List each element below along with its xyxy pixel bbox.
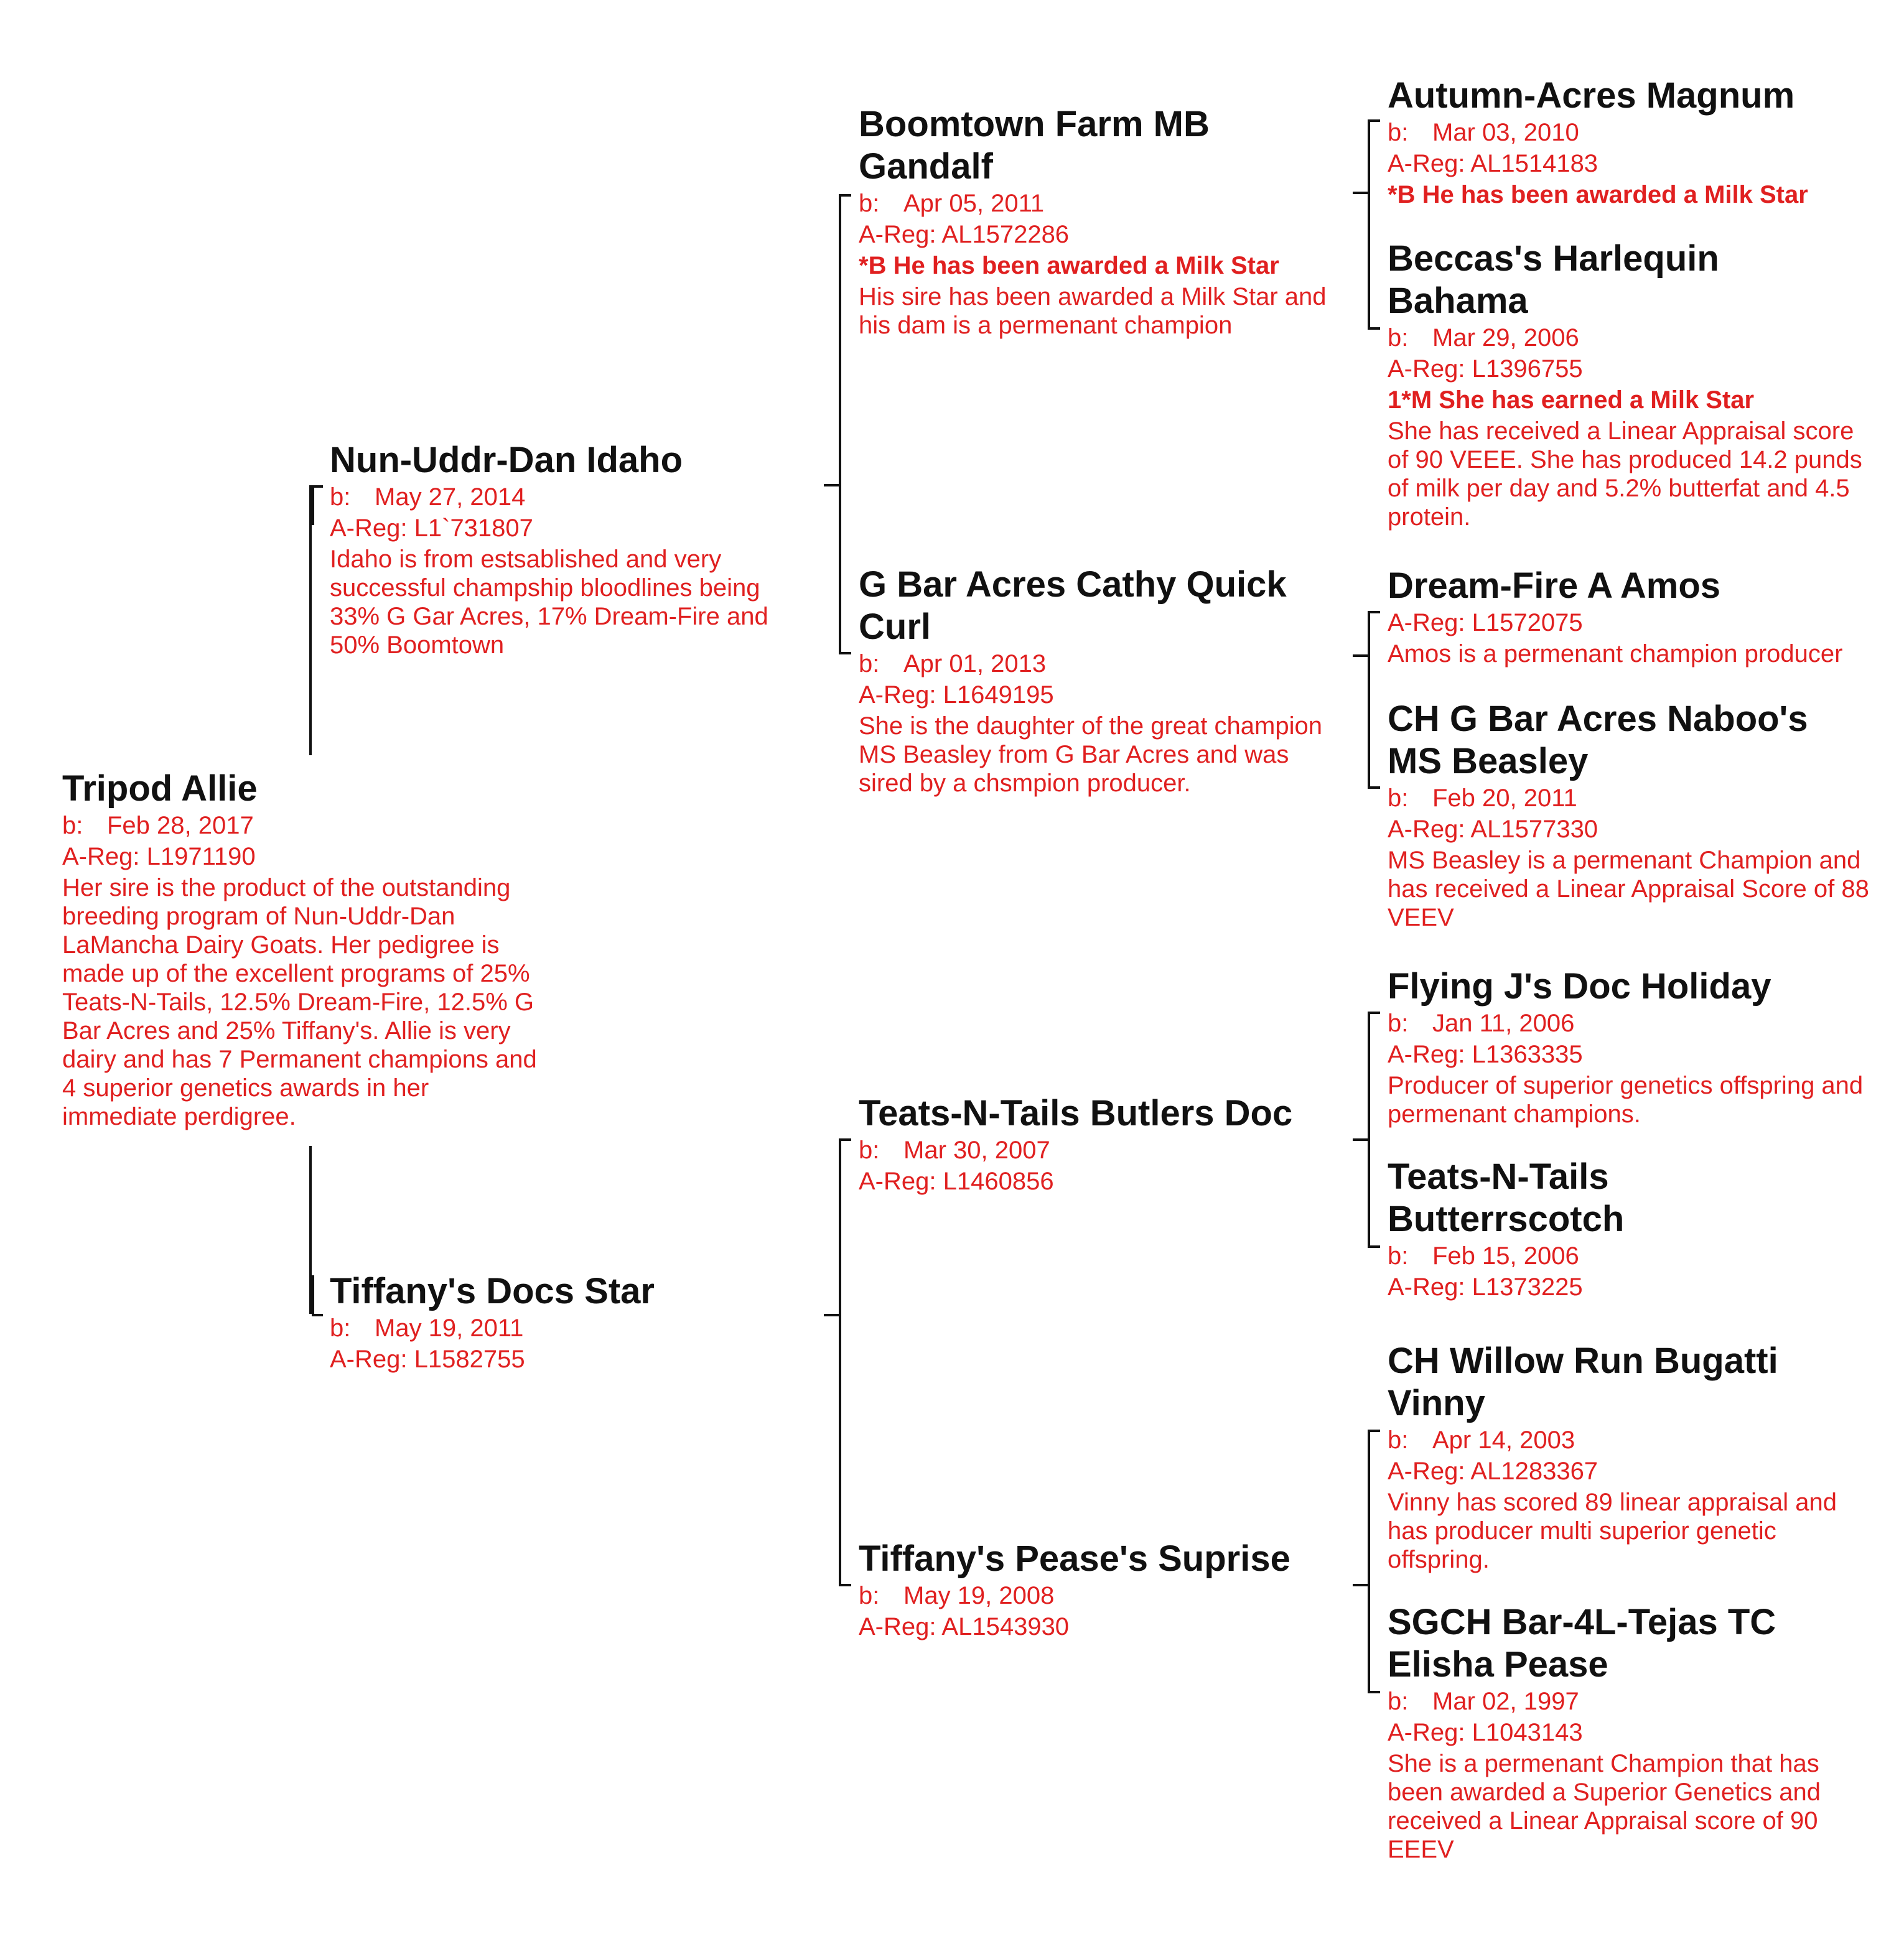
g5-notes: Producer of superior genetics offspring and permenant champions. [1388,1072,1864,1128]
dam-branch-line [839,1138,841,1586]
g2-tick [1368,327,1380,330]
g1-born: b: Mar 03, 2010 [1388,119,1579,146]
sire-born: b: May 27, 2014 [330,483,526,511]
g7-name: CH Willow Run Bugatti Vinny [1388,1341,1778,1423]
sire-bracket [312,485,314,525]
g5-born: b: Jan 11, 2006 [1388,1010,1575,1037]
g2-born: b: Mar 29, 2006 [1388,324,1579,351]
g3-card [1388,565,1885,668]
g8-reg: A-Reg: L1043143 [1388,1719,1583,1746]
subject-reg: A-Reg: L1971190 [62,843,256,870]
g8-notes: She is a permenant Champion that has been awarded a Superior Genetics and received a Linear Appraisal score of 90 EEEV [1388,1750,1821,1863]
sire-sire-name: Boomtown Farm MB Gandalf [859,104,1210,187]
g6-born: b: Feb 15, 2006 [1388,1242,1579,1270]
dam-bracket [312,1275,314,1316]
g6-reg: A-Reg: L1373225 [1388,1273,1583,1301]
sire-name: Nun-Uddr-Dan Idaho [330,440,683,480]
g3-name: Dream-Fire A Amos [1388,565,1721,606]
dam-dam-card [859,1538,1344,1642]
dam-dam-tick [839,1584,851,1586]
subject-sire-connector [309,485,312,755]
sire-sire-born: b: Apr 05, 2011 [859,190,1045,217]
dam-dam-reg: A-Reg: AL1543930 [859,1613,1070,1640]
sire-dam-tick [839,652,851,654]
sire-dam-notes: She is the daughter of the great champion MS Beasley from G Bar Acres and was sired by a chsmpion producer. [859,712,1322,797]
sire-dam-name: G Bar Acres Cathy Quick Curl [859,564,1287,647]
g8-name: SGCH Bar-4L-Tejas TC Elisha Pease [1388,1602,1776,1685]
sire-sire-branch-line [1368,119,1370,330]
g1-tick [1368,119,1380,122]
dam-sire-card [859,1092,1344,1197]
dam-reg: A-Reg: L1582755 [330,1346,525,1373]
dam-name: Tiffany's Docs Star [330,1271,655,1311]
sire-sire-reg: A-Reg: AL1572286 [859,221,1070,248]
g5-name: Flying J's Doc Holiday [1388,966,1771,1007]
dam-dam-born: b: May 19, 2008 [859,1582,1055,1609]
dam-born: b: May 19, 2011 [330,1314,524,1342]
dam-sire-born: b: Mar 30, 2007 [859,1137,1050,1164]
dam-dam-name: Tiffany's Pease's Suprise [859,1538,1290,1579]
sire-dam-reg: A-Reg: L1649195 [859,681,1054,709]
g3-reg: A-Reg: L1572075 [1388,609,1583,636]
sire-sire-tick [839,194,851,197]
g7-born: b: Apr 14, 2003 [1388,1426,1575,1454]
g7-notes: Vinny has scored 89 linear appraisal and has producer multi superior genetic offspring. [1388,1489,1837,1573]
sire-sire-notes: His sire has been awarded a Milk Star and his dam is a permenant champion [859,283,1327,339]
dam-sire-reg: A-Reg: L1460856 [859,1168,1054,1195]
dam-sire-tick [839,1138,851,1141]
g1-card [1388,75,1885,210]
sire-card [330,439,778,659]
g8-tick [1368,1691,1380,1693]
g5-card [1388,965,1879,1128]
dam-sire-name: Teats-N-Tails Butlers Doc [859,1093,1293,1133]
g7-reg: A-Reg: AL1283367 [1388,1458,1598,1485]
g5-reg: A-Reg: L1363335 [1388,1041,1583,1068]
g8-card [1388,1601,1873,1864]
dam-card [330,1270,778,1375]
g2-award: 1*M She has earned a Milk Star [1388,386,1755,414]
g1-name: Autumn-Acres Magnum [1388,75,1795,116]
g2-card [1388,238,1873,531]
sire-dam-born: b: Apr 01, 2013 [859,650,1047,677]
g4-tick [1368,786,1380,789]
subject-notes: Her sire is the product of the outstanding breeding program of Nun-Uddr-Dan LaMancha Dairy Goats. Her pedigree is made up of the excellent programs of 25% Teats-N-Tails, 12.5% Dream-Fire, 12.5% G Bar Acres and 25% Tiffany's. Allie is very dairy and has 7 Permanent champions and 4 superior genetics awards in her immediate perdigree. [62,874,537,1130]
sire-bracket-tick [312,485,323,488]
g4-card [1388,698,1873,932]
g4-reg: A-Reg: AL1577330 [1388,816,1598,843]
sire-sire-award: *B He has been awarded a Milk Star [859,252,1279,279]
subject-card [62,768,548,1131]
g1-reg: A-Reg: AL1514183 [1388,150,1598,177]
g7-card [1388,1340,1873,1574]
dam-bracket-tick [312,1314,323,1316]
g5-tick [1368,1012,1380,1014]
g2-notes: She has received a Linear Appraisal score of 90 VEEE. She has produced 14.2 punds of milk per day and 5.2% butterfat and 4.5 protein. [1388,417,1862,531]
g4-born: b: Feb 20, 2011 [1388,784,1577,812]
sire-branch-line [839,194,841,654]
g8-born: b: Mar 02, 1997 [1388,1688,1579,1715]
sire-sire-card [859,103,1344,340]
g4-name: CH G Bar Acres Naboo's MS Beasley [1388,699,1808,781]
g6-card [1388,1156,1873,1303]
subject-name: Tripod Allie [62,768,258,809]
g1-award: *B He has been awarded a Milk Star [1388,181,1808,208]
dam-dam-branch-line [1368,1430,1370,1693]
g6-tick [1368,1245,1380,1248]
subject-born: b: Feb 28, 2017 [62,812,254,839]
sire-reg: A-Reg: L1`731807 [330,514,533,542]
g3-notes: Amos is a permenant champion producer [1388,640,1843,668]
sire-notes: Idaho is from estsablished and very successful champship bloodlines being 33% G Gar Acres, 17% Dream-Fire and 50% Boomtown [330,546,768,659]
g3-tick [1368,611,1380,613]
g2-reg: A-Reg: L1396755 [1388,355,1583,383]
sire-dam-branch-line [1368,611,1370,789]
g7-tick [1368,1430,1380,1432]
g4-notes: MS Beasley is a permenant Champion and has received a Linear Appraisal Score of 88 VEEV [1388,847,1869,931]
g2-name: Beccas's Harlequin Bahama [1388,238,1719,321]
dam-sire-branch-line [1368,1012,1370,1248]
g6-name: Teats-N-Tails Butterrscotch [1388,1156,1625,1239]
sire-dam-card [859,564,1344,798]
